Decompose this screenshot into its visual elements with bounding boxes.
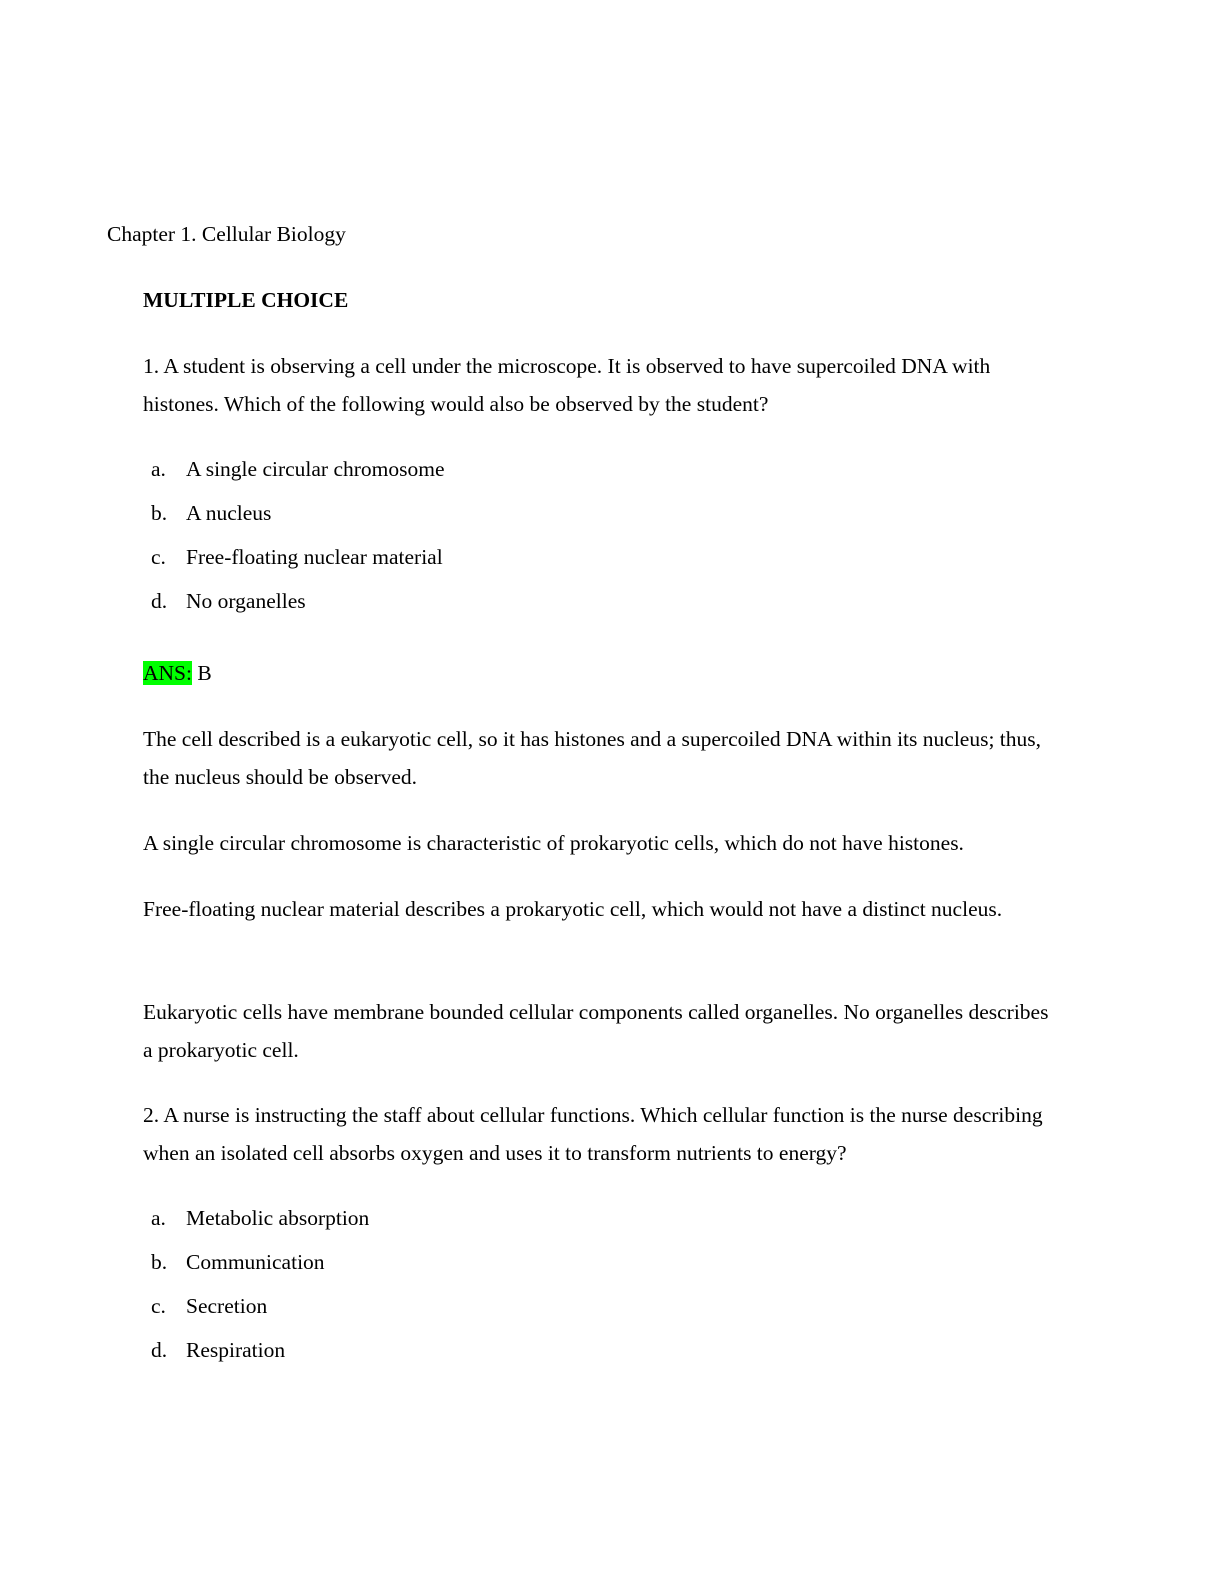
option-text: Secretion — [186, 1294, 268, 1318]
option-text: Communication — [186, 1250, 325, 1274]
rationale-paragraph-2: A single circular chromosome is characteristic of prokaryotic cells, which do not have histones. — [143, 831, 964, 855]
option-letter: c. — [151, 545, 166, 569]
option-letter: a. — [151, 1206, 166, 1230]
option-letter: d. — [151, 1338, 168, 1362]
question-2-stem: 2. A nurse is instructing the staff about cellular functions. Which cellular function is the nurse describing when an isolated cell absorbs oxygen and uses it to transform nutrients to energy? — [143, 1103, 1043, 1165]
option-text: Free-floating nuclear material — [186, 545, 443, 569]
option-letter: a. — [151, 457, 166, 481]
answer-label: ANS: — [143, 661, 192, 685]
chapter-title: Chapter 1. Cellular Biology — [107, 222, 346, 246]
option-letter: b. — [151, 501, 168, 525]
question-1-stem: 1. A student is observing a cell under the microscope. It is observed to have supercoiled DNA with histones. Which of the following would also be observed by the student? — [143, 354, 991, 416]
rationale-paragraph-4: Eukaryotic cells have membrane bounded cellular components called organelles. No organelles describes a prokaryotic cell. — [143, 1000, 1049, 1062]
option-letter: c. — [151, 1294, 166, 1318]
option-text: A single circular chromosome — [186, 457, 445, 481]
rationale-paragraph-3: Free-floating nuclear material describes a prokaryotic cell, which would not have a distinct nucleus. — [143, 897, 1003, 921]
option-text: Metabolic absorption — [186, 1206, 370, 1230]
option-letter: d. — [151, 589, 168, 613]
section-heading: MULTIPLE CHOICE — [143, 288, 349, 312]
question-1-answer — [143, 659, 212, 687]
option-text: No organelles — [186, 589, 306, 613]
option-letter: b. — [151, 1250, 168, 1274]
answer-value: B — [197, 661, 212, 685]
option-text: A nucleus — [186, 501, 272, 525]
option-text: Respiration — [186, 1338, 286, 1362]
rationale-paragraph-1: The cell described is a eukaryotic cell, so it has histones and a supercoiled DNA within its nucleus; thus, the nucleus should be observed. — [143, 727, 1042, 789]
